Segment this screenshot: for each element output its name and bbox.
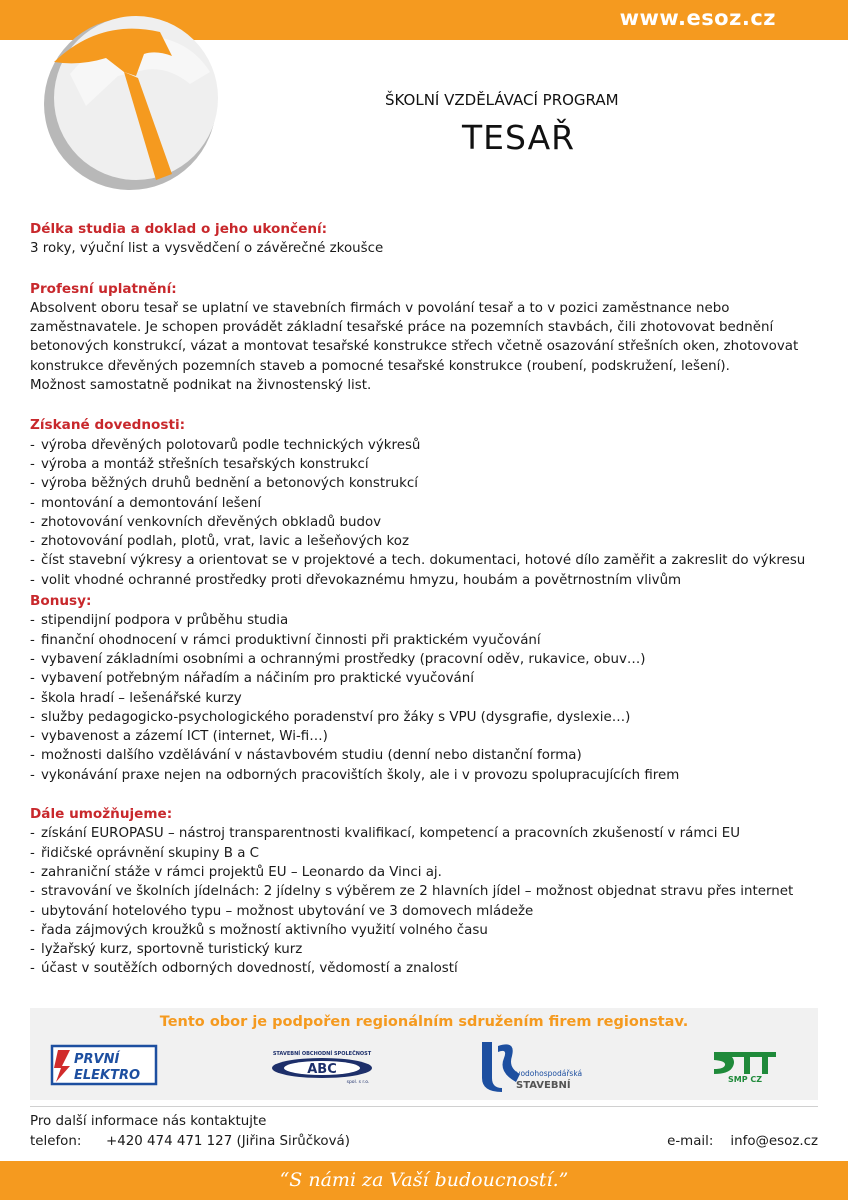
list-item: - služby pedagogicko-psychologického poradenství pro žáky s VPU (dysgrafie, dyslexie…) — [30, 708, 820, 727]
abc-top-text: STAVEBNÍ OBCHODNÍ SPOLEČNOST — [272, 1051, 372, 1057]
list-item: - řidičské oprávnění skupiny B a C — [30, 844, 820, 863]
list-item: - zhotovování podlah, plotů, vrat, lavic a lešeňových koz — [30, 532, 820, 551]
list-item: - vybavenost a zázemí ICT (internet, Wi-fi…) — [30, 727, 820, 746]
career-line: konstrukce dřevěných pozemních staveb a pomocné tesařské konstrukce (roubení, podskružení, lešení). — [30, 358, 730, 374]
list-item: - ubytování hotelového typu – možnost ubytování ve 3 domovech mládeže — [30, 902, 820, 921]
list-item: - výroba dřevěných polotovarů podle technických výkresů — [30, 436, 820, 455]
section-heading-skills: Získané dovednosti: — [30, 417, 186, 434]
list-item: - stipendijní podpora v průběhu studia — [30, 611, 820, 630]
list-item: - číst stavební výkresy a orientovat se v projektové a tech. dokumentaci, hotové dílo zaměřit a zakreslit do výkresu — [30, 551, 820, 570]
list-item: - získání EUROPASU – nástroj transparentnosti kvalifikací, kompetencí a pracovních zkušeností v rámci EU — [30, 824, 820, 843]
career-line: betonových konstrukcí, vázat a montovat tesařské konstrukce střech včetně osazování střešních oken, zhotovovat — [30, 339, 799, 355]
list-item: - účast v soutěžích odborných dovedností, vědomostí a znalostí — [30, 959, 820, 978]
prvni-elektro-line2: ELEKTRO — [74, 1068, 141, 1083]
contact-divider — [30, 1106, 818, 1107]
list-item: - vykonávání praxe nejen na odborných pracovištích školy, ale i v provozu spolupracujících firem — [30, 766, 820, 785]
abc-suffix: spol. s r.o. — [346, 1080, 370, 1084]
list-item: - stravování ve školních jídelnách: 2 jídelny s výběrem ze 2 hlavních jídel – možnost objednat stravu přes internet — [30, 882, 820, 901]
career-line: Absolvent oboru tesař se uplatní ve stavebních firmách v povolání tesař a to v pozici zaměstnance nebo — [30, 300, 730, 316]
list-item: - výroba a montáž střešních tesařských konstrukcí — [30, 455, 820, 474]
section-heading-extras: Dále umožňujeme: — [30, 806, 173, 823]
bottom-bar — [0, 1161, 848, 1200]
sponsor-box — [30, 1008, 818, 1100]
contact-intro: Pro další informace nás kontaktujte — [30, 1114, 267, 1129]
skills-list — [30, 436, 820, 590]
duration-text: 3 roky, výuční list a vysvědčení o závěrečné zkoušce — [30, 241, 384, 257]
career-line: Možnost samostatně podnikat na živnostenský list. — [30, 378, 372, 394]
extras-list — [30, 824, 820, 978]
email-value[interactable]: info@esoz.cz — [730, 1134, 818, 1149]
list-item: - výroba běžných druhů bednění a betonových konstrukcí — [30, 474, 820, 493]
section-heading-career: Profesní uplatnění: — [30, 280, 177, 297]
list-item: - finanční ohodnocení v rámci produktivní činnosti při praktickém vyučování — [30, 631, 820, 650]
vodohospodarska-line2: STAVEBNÍ — [516, 1080, 571, 1091]
smp-cz-name: SMP CZ — [727, 1075, 763, 1084]
abc-name: ABC — [307, 1062, 337, 1077]
phone-label: telefon: — [30, 1134, 82, 1149]
abc-logo — [270, 1048, 374, 1084]
sponsor-text: Tento obor je podpořen regionálním sdružením firem regionstav. — [159, 1014, 689, 1030]
prvni-elektro-line1: PRVNÍ — [74, 1052, 120, 1067]
career-line: zaměstnavatele. Je schopen provádět základní tesařské práce na pozemních stavbách, čili zhotovovat bednění — [30, 320, 774, 336]
email-contact — [667, 1134, 818, 1149]
phone-value[interactable]: +420 474 471 127 (Jiřina Sirůčková) — [106, 1134, 350, 1149]
section-heading-duration: Délka studia a doklad o jeho ukončení: — [30, 221, 328, 237]
list-item: - lyžařský kurz, sportovně turistický kurz — [30, 940, 820, 959]
list-item: - vybavení potřebným nářadím a náčiním pro praktické vyučování — [30, 669, 820, 688]
main-content — [30, 220, 820, 979]
section-heading-bonuses: Bonusy: — [30, 593, 92, 610]
slogan: “S námi za Vaší budoucností.” — [279, 1169, 569, 1191]
list-item: - zhotovování venkovních dřevěných obkladů budov — [30, 513, 820, 532]
bonuses-list — [30, 611, 820, 785]
email-label: e-mail: — [667, 1134, 714, 1149]
list-item: - vybavení základními osobními a ochrannými prostředky (pracovní oděv, rukavice, obuv…) — [30, 650, 820, 669]
list-item: - volit vhodné ochranné prostředky proti dřevokaznému hmyzu, houbám a povětrnostním vlivům — [30, 571, 820, 590]
vodohospodarska-logo — [476, 1038, 596, 1094]
list-item: - zahraniční stáže v rámci projektů EU – Leonardo da Vinci aj. — [30, 863, 820, 882]
vodohospodarska-line1: vodohospodářská — [516, 1069, 583, 1078]
list-item: - škola hradí – lešenářské kurzy — [30, 689, 820, 708]
smp-cz-logo — [710, 1048, 780, 1084]
hammer-icon — [40, 14, 220, 194]
prvni-elektro-logo — [50, 1044, 158, 1086]
career-paragraph — [30, 299, 820, 395]
list-item: - řada zájmových kroužků s možností aktivního využití volného času — [30, 921, 820, 940]
list-item: - montování a demontování lešení — [30, 494, 820, 513]
list-item: - možnosti dalšího vzdělávání v nástavbovém studiu (denní nebo distanční forma) — [30, 746, 820, 765]
program-subtitle: ŠKOLNÍ VZDĚLÁVACÍ PROGRAM — [385, 91, 619, 109]
page-title: TESAŘ — [462, 118, 576, 157]
website-url[interactable]: www.esoz.cz — [619, 6, 776, 30]
